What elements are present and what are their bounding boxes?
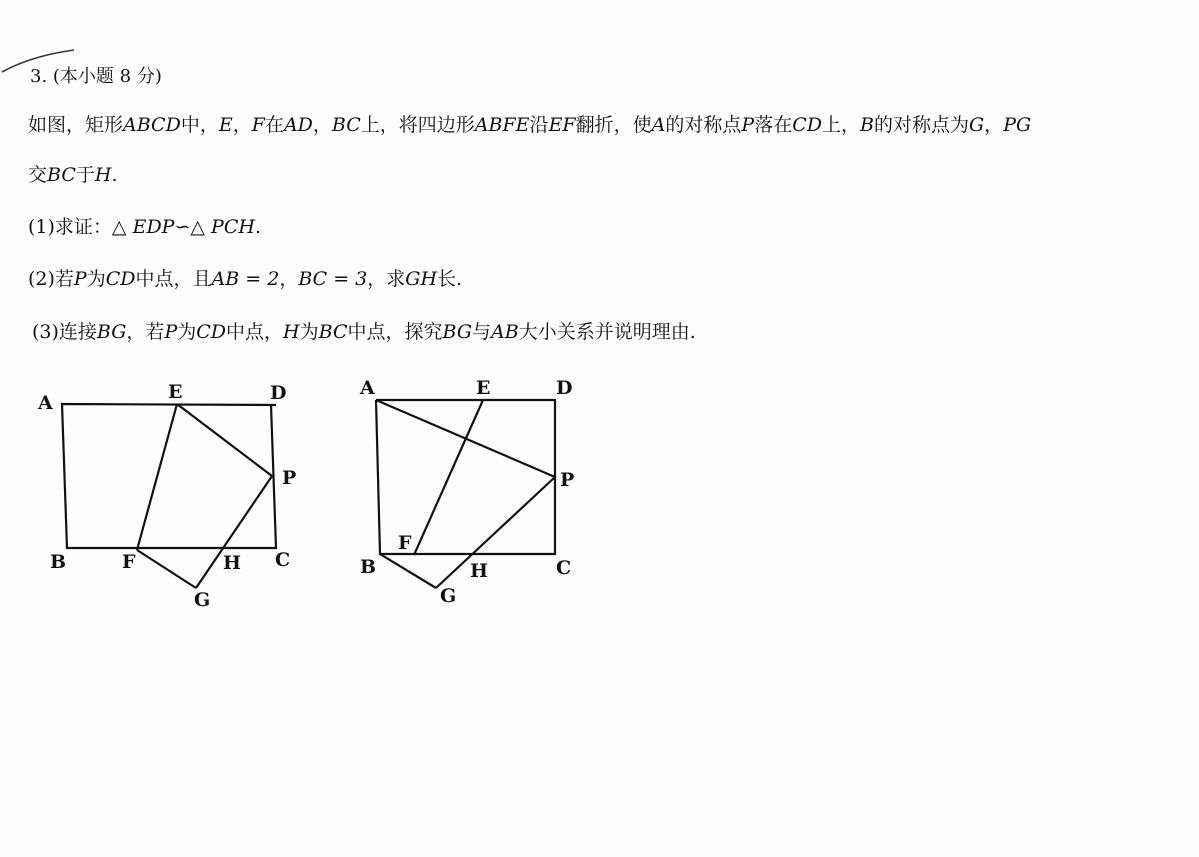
math: AD (283, 114, 313, 136)
text: 翻折，使 (575, 114, 652, 136)
label-A: A (360, 377, 375, 399)
label-H: H (223, 552, 241, 574)
text: 中点， (226, 321, 284, 343)
text: (1)求证： (28, 216, 112, 238)
text: 交 (28, 164, 48, 186)
math: P (741, 114, 755, 136)
text: 中点，且 (135, 268, 212, 290)
text: 与 (472, 321, 492, 343)
segment-EP (177, 404, 272, 476)
math: △ EDP∽△ PCH (111, 216, 255, 238)
text: 的对称点 (665, 114, 742, 136)
text: ，求 (367, 268, 406, 290)
label-P: P (282, 467, 297, 489)
label-B: B (360, 556, 377, 578)
math: P (73, 268, 87, 290)
math: PG (1003, 114, 1032, 136)
math: G (968, 114, 985, 136)
text: 落在 (754, 114, 793, 136)
label-B: B (50, 551, 67, 573)
question-heading: 3. (本小题 8 分) (30, 66, 162, 87)
text: 上，将四边形 (360, 114, 475, 136)
text: 为 (299, 321, 319, 343)
math: H (94, 164, 112, 186)
text: (3)连接 (32, 321, 97, 343)
label-G: G (194, 589, 211, 611)
question-part-3 (32, 319, 696, 345)
text: 中， (180, 114, 219, 136)
text: ， (312, 114, 332, 136)
label-H: H (470, 560, 488, 582)
math: ABFE (474, 114, 530, 136)
text: 为 (177, 321, 197, 343)
rect-ABCD (376, 400, 555, 554)
label-C: C (275, 549, 291, 571)
figure-2-diagram (350, 362, 600, 612)
math: BC = 3 (298, 268, 368, 290)
text: 如图，矩形 (28, 114, 124, 136)
math: ABCD (123, 114, 181, 136)
label-C: C (556, 557, 572, 579)
text: ，若 (126, 321, 165, 343)
text: 沿 (529, 114, 549, 136)
label-E: E (168, 381, 183, 403)
question-part-1 (28, 214, 261, 240)
text: 中点，探究 (347, 321, 443, 343)
math: AB (491, 321, 519, 343)
math: CD (792, 114, 822, 136)
label-P: P (560, 469, 575, 491)
problem-statement-line-2 (28, 162, 118, 188)
segment-EF (414, 400, 483, 555)
label-F: F (122, 551, 136, 573)
math: F (251, 114, 265, 136)
math: H (283, 321, 300, 343)
text: 在 (264, 114, 284, 136)
segment-BG (380, 554, 436, 588)
text: ， (984, 114, 1004, 136)
text: 的对称点为 (873, 114, 969, 136)
text: 长. (437, 268, 463, 290)
rect-ABCD (62, 404, 276, 548)
math: E (218, 114, 233, 136)
segment-FG (137, 550, 196, 588)
problem-statement-line-1 (28, 112, 1031, 138)
question-part-2 (28, 266, 462, 292)
text: 于 (75, 164, 95, 186)
label-G: G (440, 585, 457, 607)
label-D: D (270, 382, 287, 404)
text: . (111, 164, 118, 186)
math: B (860, 114, 874, 136)
figure-1-diagram (30, 368, 320, 618)
math: CD (196, 321, 227, 343)
segment-PG (436, 477, 555, 588)
math: BG (96, 321, 127, 343)
text: 为 (86, 268, 106, 290)
math: BG (442, 321, 473, 343)
math: EF (548, 114, 576, 136)
label-D: D (556, 377, 573, 399)
label-A: A (38, 392, 53, 414)
math: CD (105, 268, 136, 290)
text: (2)若 (28, 268, 74, 290)
label-F: F (398, 532, 412, 554)
math: P (164, 321, 178, 343)
text: ， (232, 114, 252, 136)
text: ， (279, 268, 299, 290)
math: BC (331, 114, 361, 136)
text: 大小关系并说明理由. (518, 321, 696, 343)
text: 上， (821, 114, 860, 136)
math: BC (47, 164, 76, 186)
math: BC (318, 321, 348, 343)
text: . (254, 216, 261, 238)
math: AB = 2 (211, 268, 280, 290)
label-E: E (476, 377, 491, 399)
segment-EF (137, 404, 177, 550)
math: A (651, 114, 666, 136)
math: GH (405, 268, 438, 290)
